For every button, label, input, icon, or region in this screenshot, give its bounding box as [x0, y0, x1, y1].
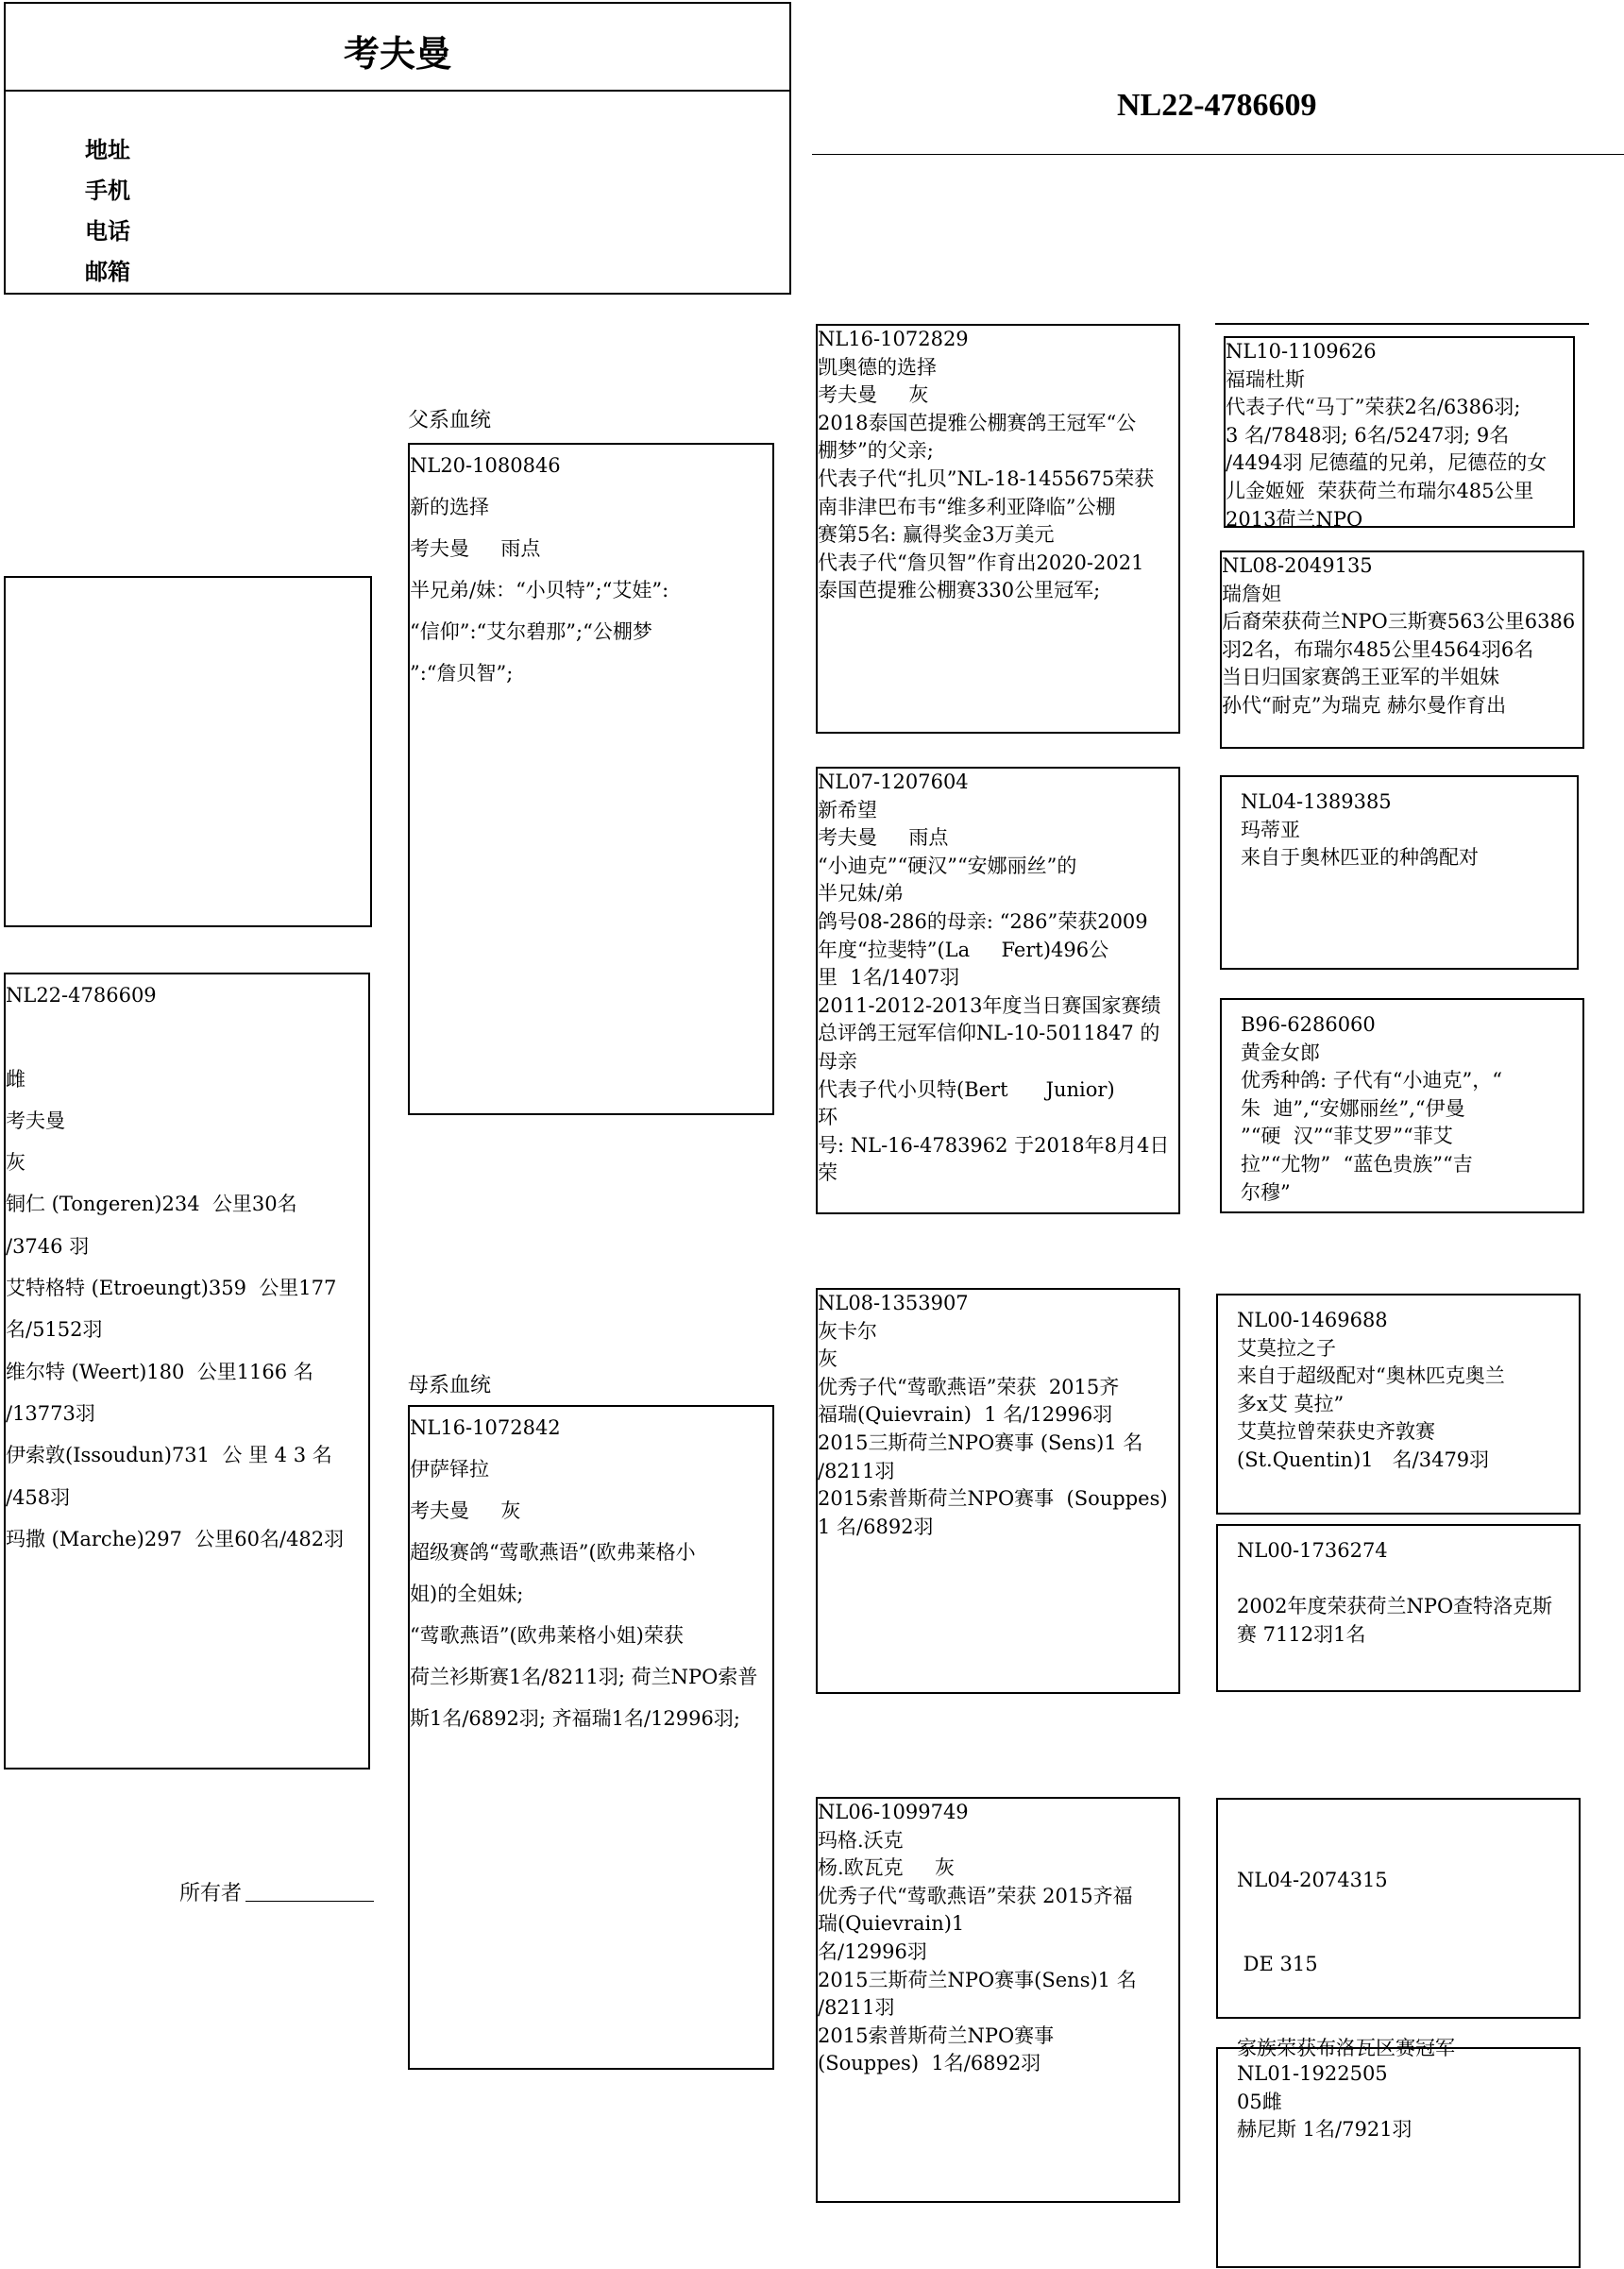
dam-note: “莺歌燕语”(欧弗莱格小姐)荣获 — [410, 1624, 684, 1647]
subject-line — [6, 1016, 344, 1058]
photo-placeholder — [4, 576, 372, 927]
gp-note: 1 名/6892羽 — [818, 1515, 934, 1538]
page-title: 考夫曼 — [343, 32, 451, 75]
ggp-note: 当日归国家赛鸽王亚军的半姐妹 — [1222, 666, 1499, 689]
ggp-text-1 — [1226, 338, 1547, 533]
contact-email-label: 邮箱 — [85, 259, 130, 285]
gp-note: /8211羽 — [818, 1459, 895, 1482]
ggp-box-6 — [1216, 1524, 1581, 1692]
ggp-ring: NL01-1922505 — [1237, 2062, 1388, 2085]
sire-box — [408, 443, 774, 1115]
ggp-box-3 — [1220, 775, 1579, 970]
gp-note: 鸽号08-286的母亲: “286”荣获2009 — [818, 909, 1148, 933]
grandsire-sire-side-text — [818, 326, 1154, 605]
dam-note: 超级赛鸽“莺歌燕语”(欧弗莱格小 — [410, 1541, 696, 1564]
subject-result: 伊索敦(Issoudun)731 公 里 4 3 名 — [6, 1444, 332, 1467]
ggp-note: 赛 7112羽1名 — [1237, 1622, 1366, 1646]
gp-note: 优秀子代“莺歌燕语”荣获 2015齐福 — [818, 1884, 1133, 1907]
gp-note: 福瑞(Quievrain) 1 名/12996羽 — [818, 1403, 1113, 1427]
contact-address-label: 地址 — [85, 137, 130, 163]
ggp-note: 艾莫拉曾荣获史齐敦赛 — [1237, 1420, 1435, 1444]
ggp-note: 羽2名，布瑞尔485公里4564羽6名 — [1222, 637, 1534, 661]
gp-note: 泰国芭提雅公棚赛330公里冠军; — [818, 579, 1101, 602]
gp-note: (Souppes) 1名/6892羽 — [818, 2052, 1041, 2075]
subject-result: /3746 羽 — [6, 1234, 90, 1258]
ring-underline — [812, 154, 1624, 155]
ggp-line — [1237, 1566, 1552, 1594]
ggp-note: ”“硬 汉”“菲艾罗”“菲艾 — [1241, 1125, 1453, 1148]
ggp-note: 赫尼斯 1名/7921羽 — [1237, 2118, 1413, 2142]
contact-mobile-label: 手机 — [85, 178, 130, 204]
gp-ring: NL06-1099749 — [818, 1801, 969, 1823]
ggp-note: 多x艾 莫拉” — [1237, 1392, 1345, 1415]
subject-ring: NL22-4786609 — [6, 984, 157, 1007]
gp-note: 优秀子代“莺歌燕语”荣获 2015齐 — [818, 1375, 1120, 1398]
dam-note: 荷兰衫斯赛1名/8211羽; 荷兰NPO索普 — [410, 1666, 758, 1688]
header-box — [4, 2, 791, 295]
ggp-text-2 — [1222, 552, 1575, 720]
gp-note: 瑞(Quievrain)1 — [818, 1912, 965, 1936]
gp-breeder: 考夫曼 灰 — [818, 383, 929, 407]
dam-section-label: 母系血统 — [408, 1374, 492, 1397]
subject-result: 艾特格特 (Etroeungt)359 公里177 — [6, 1277, 337, 1300]
ggp-note: 朱 迪”,“安娜丽丝”,“伊曼 — [1241, 1096, 1465, 1120]
ggp-text-8 — [1237, 2060, 1413, 2144]
subject-result: 铜仁 (Tongeren)234 公里30名 — [6, 1193, 297, 1216]
subject-result: 维尔特 (Weert)180 公里1166 名 — [6, 1360, 313, 1383]
gp-note: /8211羽 — [818, 1996, 895, 2020]
grandsire-dam-side-box — [816, 1288, 1180, 1694]
gp-note: 2015三斯荷兰NPO赛事 (Sens)1 名 — [818, 1431, 1143, 1454]
ggp-note: 尔穆” — [1241, 1180, 1291, 1204]
subject-result: /13773羽 — [6, 1401, 95, 1425]
subject-pigeon-text — [6, 974, 344, 1560]
ggp-note: 后裔荣获荷兰NPO三斯赛563公里6386 — [1222, 610, 1576, 634]
ggp-note: 儿金姬娅 荣获荷兰布瑞尔485公里 — [1226, 479, 1534, 502]
granddam-sire-side-text — [818, 769, 1169, 1188]
sire-ring: NL20-1080846 — [410, 454, 561, 477]
gp-note: 代表子代小贝特(Bert Junior) — [818, 1077, 1115, 1101]
ggp-name: 玛蒂亚 — [1241, 818, 1300, 841]
gp-note: 母亲 — [818, 1049, 857, 1073]
owner-label — [179, 1877, 242, 1906]
gp-note: 荣 — [818, 1161, 837, 1185]
subject-result: 玛撒 (Marche)297 公里60名/482羽 — [6, 1527, 345, 1550]
subject-breeder: 考夫曼 — [6, 1109, 65, 1132]
ggp-ring: NL04-2074315 — [1237, 1869, 1388, 1892]
contact-phone-label: 电话 — [85, 218, 130, 245]
ggp-ring: NL08-2049135 — [1222, 554, 1373, 577]
subject-pigeon-box — [4, 973, 370, 1769]
gen-divider-line — [1215, 323, 1589, 325]
sire-section-label: 父系血统 — [408, 409, 492, 432]
gp-note: 代表子代“詹贝智”作育出2020-2021 — [818, 550, 1144, 574]
ggp-note: 来自于超级配对“奥林匹克奥兰 — [1237, 1364, 1505, 1388]
owner-label-text: 所有者 — [179, 1882, 243, 1905]
ggp-ring: NL10-1109626 — [1226, 340, 1377, 363]
subject-color: 灰 — [6, 1151, 25, 1175]
ggp-box-4 — [1220, 998, 1584, 1213]
ggp-note: 代表子代“马丁”荣获2名/6386羽; — [1226, 396, 1521, 419]
gp-note: 总评鸽王冠军信仰NL-10-5011847 的 — [818, 1022, 1160, 1045]
ggp-note: 2013荷兰NPO — [1226, 507, 1363, 531]
dam-ring: NL16-1072842 — [410, 1416, 561, 1439]
ggp-note: 孙代“耐克”为瑞克 赫尔曼作育出 — [1222, 693, 1507, 717]
grandsire-sire-side-box — [816, 324, 1180, 734]
granddam-dam-side-box — [816, 1797, 1180, 2203]
ggp-ring: NL04-1389385 — [1241, 790, 1392, 813]
gp-note: 里 1名/1407羽 — [818, 966, 960, 990]
subject-sex: 雌 — [6, 1067, 25, 1091]
ggp-name: DE 315 — [1237, 1952, 1318, 1975]
ggp-ring: NL00-1469688 — [1237, 1309, 1388, 1331]
sire-text — [410, 445, 668, 694]
ggp-name: 黄金女郎 — [1241, 1041, 1320, 1064]
gp-name: 凯奥德的选择 — [818, 355, 937, 379]
grandsire-dam-side-text — [818, 1290, 1168, 1541]
gp-note: 号: NL-16-4783962 于2018年8月4日 — [818, 1133, 1170, 1157]
sire-note: 半兄弟/妹：“小贝特”;“艾娃”: — [410, 579, 669, 601]
ggp-note: /4494羽 尼德蕴的兄弟，尼德莅的女 — [1226, 451, 1548, 475]
gp-ring: NL08-1353907 — [818, 1292, 969, 1314]
sire-name: 新的选择 — [410, 496, 489, 518]
sire-note: ”:“詹贝智”; — [410, 662, 514, 685]
ggp-name: 福瑞杜斯 — [1226, 367, 1305, 391]
gp-note: 2015索普斯荷兰NPO赛事 (Souppes) — [818, 1487, 1168, 1511]
ggp-name: 05雌 — [1237, 2090, 1282, 2113]
gp-note: 2015索普斯荷兰NPO赛事 — [818, 2023, 1055, 2047]
ggp-box-8 — [1216, 2047, 1581, 2268]
granddam-dam-side-text — [818, 1799, 1137, 2078]
ggp-note: (St.Quentin)1 名/3479羽 — [1237, 1448, 1490, 1471]
gp-note: 年度“拉斐特”(La Fert)496公 — [818, 938, 1109, 961]
gp-note: 代表子代“扎贝”NL-18-1455675荣获 — [818, 466, 1155, 490]
dam-text — [410, 1407, 757, 1739]
granddam-sire-side-box — [816, 767, 1180, 1214]
dam-note: 斯1名/6892羽; 齐福瑞1名/12996羽; — [410, 1707, 740, 1730]
dam-box — [408, 1405, 774, 2070]
gp-note: 棚梦”的父亲; — [818, 439, 934, 463]
gp-name: 新希望 — [818, 798, 877, 821]
ggp-note: 2002年度荣获荷兰NPO查特洛克斯 — [1237, 1595, 1553, 1618]
gp-note: 赛第5名: 赢得奖金3万美元 — [818, 523, 1055, 547]
gp-note: 半兄妹/弟 — [818, 882, 905, 906]
gp-note: 环 — [818, 1106, 837, 1129]
dam-name: 伊萨铎拉 — [410, 1458, 489, 1481]
ggp-box-5 — [1216, 1294, 1581, 1515]
dam-breeder: 考夫曼 灰 — [410, 1499, 521, 1522]
ggp-note: 3 名/7848羽; 6名/5247羽; 9名 — [1226, 423, 1510, 447]
ggp-ring: NL00-1736274 — [1237, 1539, 1388, 1562]
ggp-note: 优秀种鸽: 子代有“小迪克”，“ — [1241, 1069, 1502, 1092]
ggp-box-7 — [1216, 1798, 1581, 2059]
gp-name: 玛格.沃克 — [818, 1828, 904, 1852]
gp-breeder: 考夫曼 雨点 — [818, 826, 949, 850]
header-divider — [6, 90, 789, 92]
subject-result: 名/5152羽 — [6, 1318, 103, 1342]
ring-number-heading: NL22-4786609 — [1117, 88, 1317, 123]
ggp-ring: B96-6286060 — [1241, 1013, 1376, 1036]
subject-result: /458羽 — [6, 1485, 71, 1509]
sire-breeder: 考夫曼 雨点 — [410, 537, 541, 560]
ggp-text-5 — [1237, 1307, 1505, 1475]
gp-note: 2018泰国芭提雅公棚赛鸽王冠军“公 — [818, 411, 1137, 434]
ggp-name: 瑞詹妲 — [1222, 582, 1281, 605]
ggp-note: 家族荣获布洛瓦区赛冠军 — [1237, 2036, 1455, 2059]
gp-ring: NL16-1072829 — [818, 328, 969, 350]
ggp-box-2 — [1220, 550, 1584, 749]
ggp-name: 艾莫拉之子 — [1237, 1336, 1336, 1360]
gp-color: 灰 — [818, 1347, 837, 1371]
owner-signature-line[interactable] — [245, 1901, 374, 1902]
ggp-note: 来自于奥林匹亚的种鸽配对 — [1241, 846, 1479, 870]
ggp-text-3 — [1241, 788, 1479, 872]
ggp-text-6 — [1237, 1537, 1552, 1649]
ggp-box-1 — [1224, 336, 1575, 531]
gp-note: 2011-2012-2013年度当日赛国家赛绩 — [818, 993, 1161, 1017]
dam-note: 姐)的全姐妹; — [410, 1583, 524, 1605]
gp-name: 灰卡尔 — [818, 1319, 877, 1343]
gp-note: 名/12996羽 — [818, 1939, 927, 1963]
gp-breeder: 杨.欧瓦克 灰 — [818, 1856, 956, 1880]
sire-note: “信仰”:“艾尔碧那”;“公棚梦 — [410, 620, 652, 643]
gp-note: “小迪克”“硬汉”“安娜丽丝”的 — [818, 854, 1077, 877]
gp-note: 南非津巴布韦“维多利亚降临”公棚 — [818, 495, 1116, 518]
gp-ring: NL07-1207604 — [818, 770, 969, 793]
gp-note: 2015三斯荷兰NPO赛事(Sens)1 名 — [818, 1968, 1137, 1991]
ggp-note: 拉”“尤物” “蓝色贵族”“吉 — [1241, 1152, 1473, 1176]
ggp-text-4 — [1241, 1011, 1502, 1207]
